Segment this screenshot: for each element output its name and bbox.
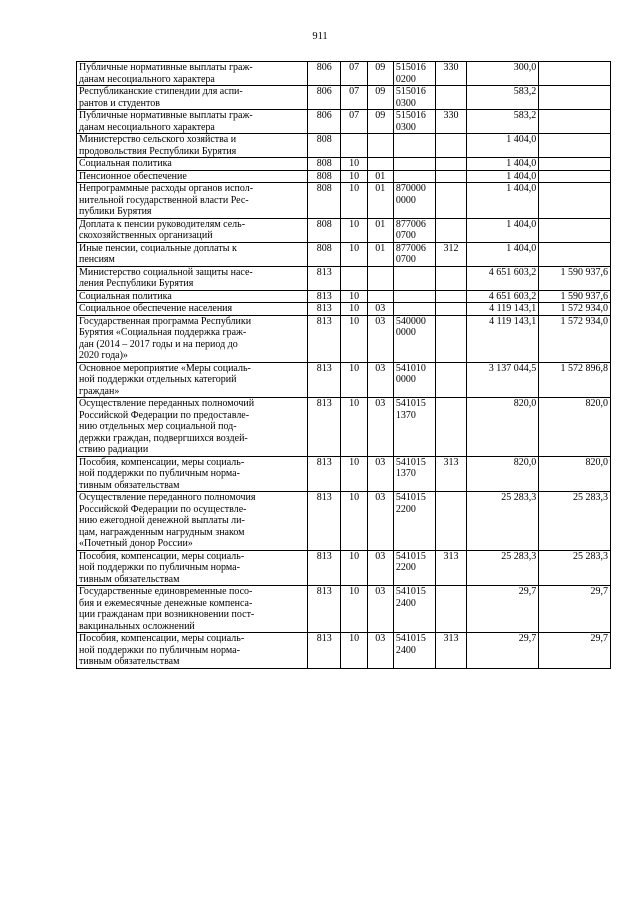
target-article-code <box>393 303 435 316</box>
table-row <box>77 158 611 171</box>
ministry-code: 813 <box>308 303 341 316</box>
expense-type-code <box>436 218 466 242</box>
amount-federal: 820,0 <box>539 456 611 492</box>
ministry-code: 813 <box>308 266 341 290</box>
ministry-code: 806 <box>308 86 341 110</box>
expense-type-code: 312 <box>436 242 466 266</box>
expense-type-code: 330 <box>436 62 466 86</box>
expense-name: Государственная программа Республики Бурятия «Социальная поддержка граж- дан (2014 – 2017 годы и на период до 2020 года)» <box>77 315 308 362</box>
table-row <box>77 456 611 492</box>
section-code: 10 <box>341 303 367 316</box>
table-row <box>77 266 611 290</box>
target-article-code: 515016 0300 <box>393 86 435 110</box>
expense-type-code <box>436 134 466 158</box>
target-article-code <box>393 170 435 183</box>
subsection-code <box>367 134 393 158</box>
ministry-code: 813 <box>308 290 341 303</box>
amount-total: 4 651 603,2 <box>466 290 539 303</box>
section-code: 10 <box>341 242 367 266</box>
amount-total: 300,0 <box>466 62 539 86</box>
amount-federal <box>539 218 611 242</box>
amount-total: 3 137 044,5 <box>466 362 539 398</box>
amount-federal: 1 572 934,0 <box>539 303 611 316</box>
page-number: 911 <box>312 31 328 42</box>
section-code <box>341 266 367 290</box>
table-row <box>77 218 611 242</box>
table-row <box>77 242 611 266</box>
amount-federal <box>539 170 611 183</box>
ministry-code: 806 <box>308 62 341 86</box>
table-body <box>77 62 611 669</box>
subsection-code <box>367 290 393 303</box>
amount-federal <box>539 242 611 266</box>
amount-federal <box>539 86 611 110</box>
amount-total: 1 404,0 <box>466 170 539 183</box>
amount-federal: 25 283,3 <box>539 550 611 586</box>
section-code: 10 <box>341 456 367 492</box>
expense-name: Социальная политика <box>77 158 308 171</box>
subsection-code: 03 <box>367 633 393 669</box>
expense-type-code: 313 <box>436 550 466 586</box>
section-code: 10 <box>341 158 367 171</box>
amount-total: 25 283,3 <box>466 550 539 586</box>
expense-name: Публичные нормативные выплаты граж- данам несоциального характера <box>77 62 308 86</box>
subsection-code: 03 <box>367 362 393 398</box>
expense-type-code <box>436 266 466 290</box>
amount-total: 583,2 <box>466 86 539 110</box>
ministry-code: 813 <box>308 398 341 457</box>
subsection-code: 03 <box>367 303 393 316</box>
expense-name: Министерство сельского хозяйства и продовольствия Республики Бурятия <box>77 134 308 158</box>
section-code: 10 <box>341 170 367 183</box>
amount-total: 1 404,0 <box>466 183 539 219</box>
section-code: 07 <box>341 86 367 110</box>
expense-name: Основное мероприятие «Меры социаль- ной поддержки отдельных категорий граждан» <box>77 362 308 398</box>
expense-type-code <box>436 290 466 303</box>
amount-total: 4 651 603,2 <box>466 266 539 290</box>
expense-name: Иные пенсии, социальные доплаты к пенсиям <box>77 242 308 266</box>
amount-federal: 29,7 <box>539 586 611 633</box>
subsection-code: 01 <box>367 218 393 242</box>
expense-name: Пособия, компенсации, меры социаль- ной поддержки по публичным норма- тивным обязательствам <box>77 550 308 586</box>
target-article-code <box>393 134 435 158</box>
expense-name: Социальная политика <box>77 290 308 303</box>
amount-federal: 29,7 <box>539 633 611 669</box>
target-article-code: 515016 0300 <box>393 110 435 134</box>
expense-name: Пособия, компенсации, меры социаль- ной поддержки по публичным норма- тивным обязательствам <box>77 456 308 492</box>
expense-type-code <box>436 158 466 171</box>
section-code: 10 <box>341 290 367 303</box>
expense-type-code <box>436 492 466 551</box>
subsection-code: 01 <box>367 170 393 183</box>
ministry-code: 813 <box>308 492 341 551</box>
table-row <box>77 633 611 669</box>
ministry-code: 806 <box>308 110 341 134</box>
expense-type-code <box>436 303 466 316</box>
amount-federal: 1 572 934,0 <box>539 315 611 362</box>
ministry-code: 808 <box>308 242 341 266</box>
table-row <box>77 550 611 586</box>
expense-name: Государственные единовременные посо- бия и ежемесячные денежные компенса- ции гражданам при возникновении пост- вакцинальных осложнений <box>77 586 308 633</box>
table-row <box>77 362 611 398</box>
amount-federal: 1 590 937,6 <box>539 266 611 290</box>
subsection-code: 09 <box>367 86 393 110</box>
expense-type-code: 313 <box>436 633 466 669</box>
amount-federal: 1 572 896,8 <box>539 362 611 398</box>
table-row <box>77 183 611 219</box>
target-article-code: 541015 2200 <box>393 492 435 551</box>
subsection-code: 09 <box>367 110 393 134</box>
ministry-code: 808 <box>308 170 341 183</box>
expense-type-code <box>436 170 466 183</box>
table-row <box>77 290 611 303</box>
expense-name: Непрограммные расходы органов испол- нительной государственной власти Рес- публики Бурятия <box>77 183 308 219</box>
expense-name: Пенсионное обеспечение <box>77 170 308 183</box>
amount-total: 1 404,0 <box>466 158 539 171</box>
amount-federal <box>539 110 611 134</box>
subsection-code <box>367 266 393 290</box>
amount-total: 29,7 <box>466 586 539 633</box>
expense-name: Социальное обеспечение населения <box>77 303 308 316</box>
amount-total: 29,7 <box>466 633 539 669</box>
amount-federal: 820,0 <box>539 398 611 457</box>
ministry-code: 813 <box>308 315 341 362</box>
section-code: 10 <box>341 586 367 633</box>
amount-total: 1 404,0 <box>466 134 539 158</box>
target-article-code: 877006 0700 <box>393 242 435 266</box>
expense-type-code: 330 <box>436 110 466 134</box>
expense-type-code <box>436 183 466 219</box>
table-row <box>77 586 611 633</box>
target-article-code: 541015 2200 <box>393 550 435 586</box>
section-code: 10 <box>341 362 367 398</box>
expense-type-code: 313 <box>436 456 466 492</box>
expense-type-code <box>436 315 466 362</box>
table-row <box>77 315 611 362</box>
table-row <box>77 170 611 183</box>
expense-type-code <box>436 86 466 110</box>
expense-name: Публичные нормативные выплаты граж- данам несоциального характера <box>77 110 308 134</box>
subsection-code: 03 <box>367 456 393 492</box>
expense-type-code <box>436 362 466 398</box>
expense-name: Пособия, компенсации, меры социаль- ной поддержки по публичным норма- тивным обязательствам <box>77 633 308 669</box>
amount-total: 820,0 <box>466 398 539 457</box>
target-article-code <box>393 266 435 290</box>
subsection-code: 03 <box>367 586 393 633</box>
expense-name: Доплата к пенсии руководителям сель- скохозяйственных организаций <box>77 218 308 242</box>
table-row <box>77 86 611 110</box>
table-row <box>77 110 611 134</box>
expense-type-code <box>436 586 466 633</box>
subsection-code: 01 <box>367 183 393 219</box>
target-article-code: 877006 0700 <box>393 218 435 242</box>
target-article-code: 541015 2400 <box>393 586 435 633</box>
subsection-code: 03 <box>367 550 393 586</box>
expense-name: Осуществление переданного полномочия Российской Федерации по осуществле- нию ежегодной денежной выплаты ли- цам, награжденным нагрудным знаком «Почетный донор России» <box>77 492 308 551</box>
target-article-code <box>393 290 435 303</box>
section-code: 10 <box>341 492 367 551</box>
expense-name: Министерство социальной защиты насе- ления Республики Бурятия <box>77 266 308 290</box>
section-code: 07 <box>341 62 367 86</box>
ministry-code: 813 <box>308 456 341 492</box>
amount-total: 4 119 143,1 <box>466 303 539 316</box>
subsection-code: 01 <box>367 242 393 266</box>
expense-type-code <box>436 398 466 457</box>
section-code <box>341 134 367 158</box>
target-article-code <box>393 158 435 171</box>
subsection-code: 03 <box>367 492 393 551</box>
target-article-code: 515016 0200 <box>393 62 435 86</box>
ministry-code: 813 <box>308 586 341 633</box>
target-article-code: 541015 2400 <box>393 633 435 669</box>
ministry-code: 808 <box>308 183 341 219</box>
ministry-code: 813 <box>308 633 341 669</box>
amount-total: 4 119 143,1 <box>466 315 539 362</box>
amount-federal <box>539 183 611 219</box>
section-code: 10 <box>341 315 367 362</box>
subsection-code: 03 <box>367 398 393 457</box>
amount-total: 1 404,0 <box>466 242 539 266</box>
ministry-code: 808 <box>308 218 341 242</box>
amount-federal <box>539 134 611 158</box>
budget-table <box>76 61 611 669</box>
subsection-code <box>367 158 393 171</box>
amount-total: 583,2 <box>466 110 539 134</box>
table-row <box>77 134 611 158</box>
amount-federal <box>539 62 611 86</box>
section-code: 10 <box>341 218 367 242</box>
amount-federal: 25 283,3 <box>539 492 611 551</box>
table-row <box>77 62 611 86</box>
ministry-code: 813 <box>308 550 341 586</box>
ministry-code: 808 <box>308 134 341 158</box>
table-row <box>77 303 611 316</box>
amount-federal: 1 590 937,6 <box>539 290 611 303</box>
ministry-code: 813 <box>308 362 341 398</box>
expense-name: Республиканские стипендии для аспи- рантов и студентов <box>77 86 308 110</box>
target-article-code: 541015 1370 <box>393 456 435 492</box>
section-code: 10 <box>341 183 367 219</box>
target-article-code: 540000 0000 <box>393 315 435 362</box>
table-row <box>77 492 611 551</box>
section-code: 10 <box>341 550 367 586</box>
expense-name: Осуществление переданных полномочий Российской Федерации по предоставле- нию отдельных мер социальной под- держки граждан, подвергшихся воздей- ствию радиации <box>77 398 308 457</box>
amount-total: 25 283,3 <box>466 492 539 551</box>
target-article-code: 541010 0000 <box>393 362 435 398</box>
subsection-code: 03 <box>367 315 393 362</box>
section-code: 07 <box>341 110 367 134</box>
amount-federal <box>539 158 611 171</box>
subsection-code: 09 <box>367 62 393 86</box>
section-code: 10 <box>341 398 367 457</box>
table-row <box>77 398 611 457</box>
ministry-code: 808 <box>308 158 341 171</box>
target-article-code: 870000 0000 <box>393 183 435 219</box>
amount-total: 820,0 <box>466 456 539 492</box>
section-code: 10 <box>341 633 367 669</box>
target-article-code: 541015 1370 <box>393 398 435 457</box>
amount-total: 1 404,0 <box>466 218 539 242</box>
